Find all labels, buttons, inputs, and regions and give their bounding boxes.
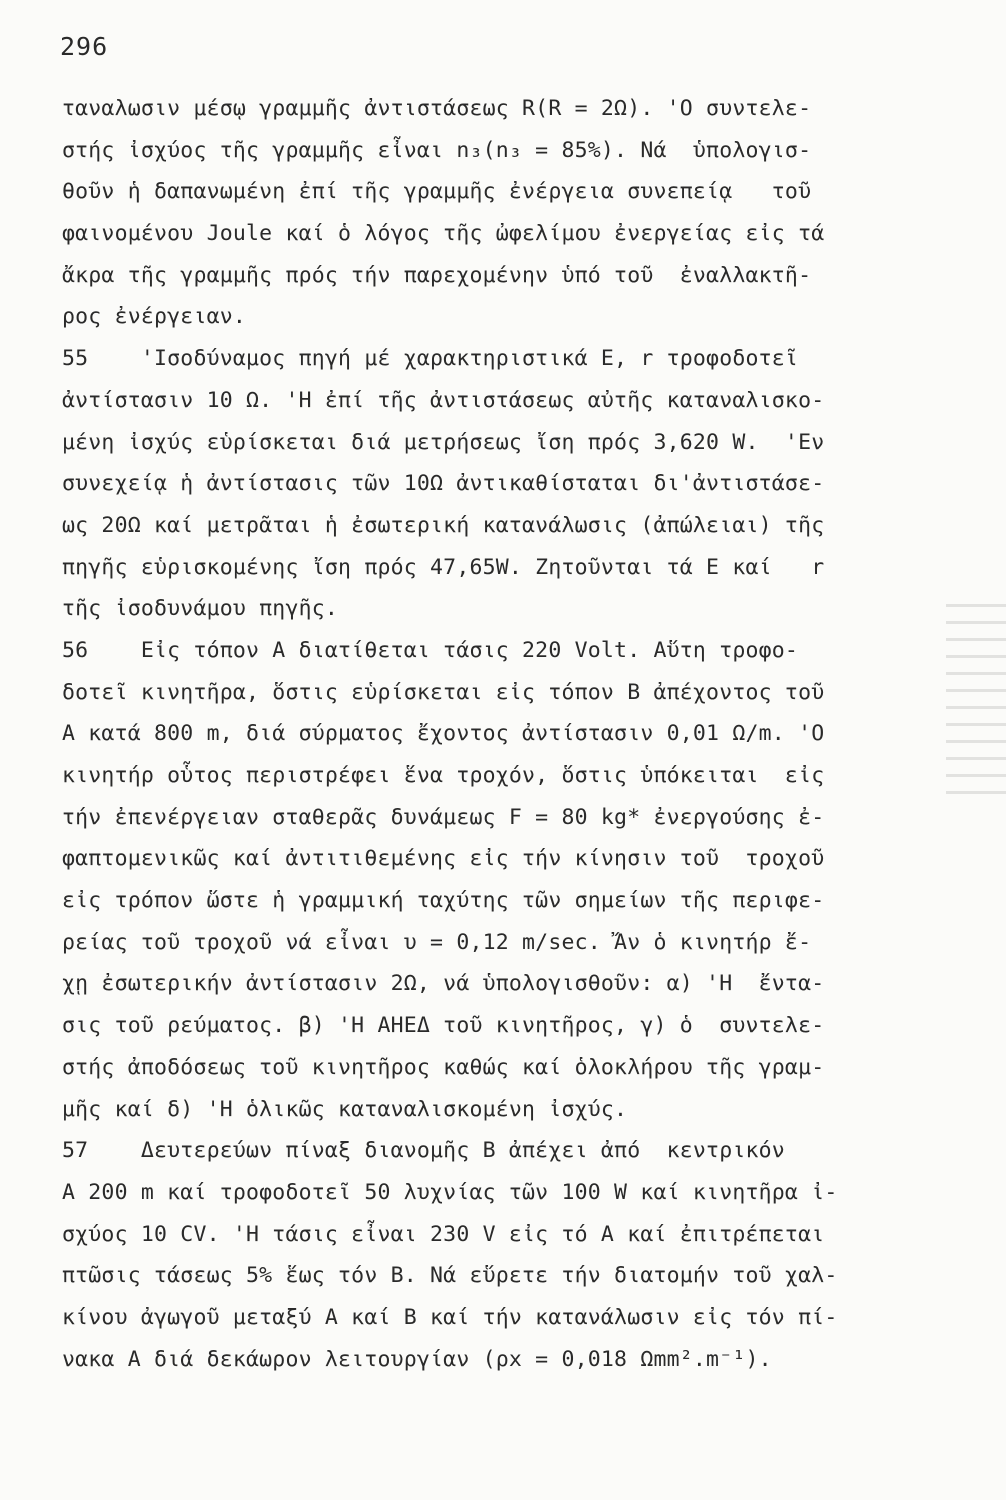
text-line: νακα A διά δεκάωρον λειτουργίαν (ρx = 0,018 Ωmm².m⁻¹). <box>62 1346 772 1372</box>
text-line: ἀντίστασιν 10 Ω. 'Η ἐπί τῆς ἀντιστάσεως αὐτῆς καταναλισκο- <box>62 387 825 413</box>
text-line: εἰς τρόπον ὥστε ἡ γραμμική ταχύτης τῶν σημείων τῆς περιφε- <box>62 888 825 914</box>
text-line: ως 20Ω καί μετρᾶται ἡ ἐσωτερική κατανάλωσις (ἀπώλειαι) τῆς <box>62 512 825 538</box>
text-line: τῆς ἰσοδυνάμου πηγῆς. <box>62 596 339 622</box>
problem-57-start: 57 Δευτερεύων πίναξ διανομῆς B ἀπέχει ἀπό κεντρικόν <box>62 1138 785 1164</box>
bleed-through-marks <box>946 590 1006 1190</box>
text-line: δοτεῖ κινητῆρα, ὅστις εὑρίσκεται εἰς τόπον B ἀπέχοντος τοῦ <box>62 679 825 705</box>
text-line: θοῦν ἡ δαπανωμένη ἐπί τῆς γραμμῆς ἐνέργεια συνεπείᾳ τοῦ <box>62 179 812 205</box>
text-line: A κατά 800 m, διά σύρματος ἔχοντος ἀντίστασιν 0,01 Ω/m. 'Ο <box>62 721 825 747</box>
text-line: φαπτομενικῶς καί ἀντιτιθεμένης εἰς τήν κίνησιν τοῦ τροχοῦ <box>62 846 825 872</box>
body-text <box>62 88 942 1380</box>
text-line: στής ἀποδόσεως τοῦ κινητῆρος καθώς καί ὁλοκλήρου τῆς γραμ- <box>62 1054 825 1080</box>
text-line: A 200 m καί τροφοδοτεῖ 50 λυχνίας τῶν 100 W καί κινητῆρα ἰ- <box>62 1179 838 1205</box>
text-line: πτῶσις τάσεως 5% ἕως τόν B. Νά εὕρετε τήν διατομήν τοῦ χαλ- <box>62 1263 838 1289</box>
text-line: στής ἰσχύος τῆς γραμμῆς εἶναι n₃(n₃ = 85%). Νά ὑπολογισ- <box>62 137 812 163</box>
text-line: τήν ἐπενέργειαν σταθερᾶς δυνάμεως F = 80 kg* ἐνεργούσης ἐ- <box>62 804 825 830</box>
text-line: χῃ ἐσωτερικήν ἀντίστασιν 2Ω, νά ὑπολογισθοῦν: α) 'Η ἔντα- <box>62 971 825 997</box>
text-line: μένη ἰσχύς εὑρίσκεται διά μετρήσεως ἴση πρός 3,620 W. 'Εν <box>62 429 825 455</box>
text-line: πηγῆς εὑρισκομένης ἴση πρός 47,65W. Ζητοῦνται τά E καί r <box>62 554 825 580</box>
text-line: συνεχείᾳ ἡ ἀντίστασις τῶν 10Ω ἀντικαθίσταται δι'ἀντιστάσε- <box>62 471 825 497</box>
text-line: σις τοῦ ρεύματος. β) 'Η ΑΗΕΔ τοῦ κινητῆρος, γ) ὁ συντελε- <box>62 1013 825 1039</box>
text-line: μῆς καί δ) 'Η ὁλικῶς καταναλισκομένη ἰσχύς. <box>62 1096 628 1122</box>
problem-55-start: 55 'Ισοδύναμος πηγή μέ χαρακτηριστικά E, r τροφοδοτεῖ <box>62 346 799 372</box>
text-line: ἄκρα τῆς γραμμῆς πρός τήν παρεχομένην ὑπό τοῦ ἐναλλακτῆ- <box>62 262 812 288</box>
text-line: κινητήρ οὗτος περιστρέφει ἕνα τροχόν, ὅστις ὑπόκειται εἰς <box>62 763 825 788</box>
text-line: σχύος 10 CV. 'Η τάσις εἶναι 230 V εἰς τό A καί ἐπιτρέπεται <box>62 1221 825 1247</box>
text-line: ρείας τοῦ τροχοῦ νά εἶναι υ = 0,12 m/sec. Ἄν ὁ κινητήρ ἔ- <box>62 929 812 955</box>
text-line: ρος ἐνέργειαν. <box>62 304 247 330</box>
text-line: ταναλωσιν μέσῳ γραμμῆς ἀντιστάσεως R(R = 2Ω). 'Ο συντελε- <box>62 96 812 121</box>
text-line: φαινομένου Joule καί ὁ λόγος τῆς ὠφελίμου ἐνεργείας εἰς τά <box>62 221 825 247</box>
page-number: 296 <box>60 32 109 61</box>
text-line: κίνου ἀγωγοῦ μεταξύ A καί B καί τήν κατανάλωσιν εἰς τόν πί- <box>62 1304 838 1330</box>
problem-56-start: 56 Εἰς τόπον A διατίθεται τάσις 220 Volt. Αὕτη τροφο- <box>62 637 799 663</box>
